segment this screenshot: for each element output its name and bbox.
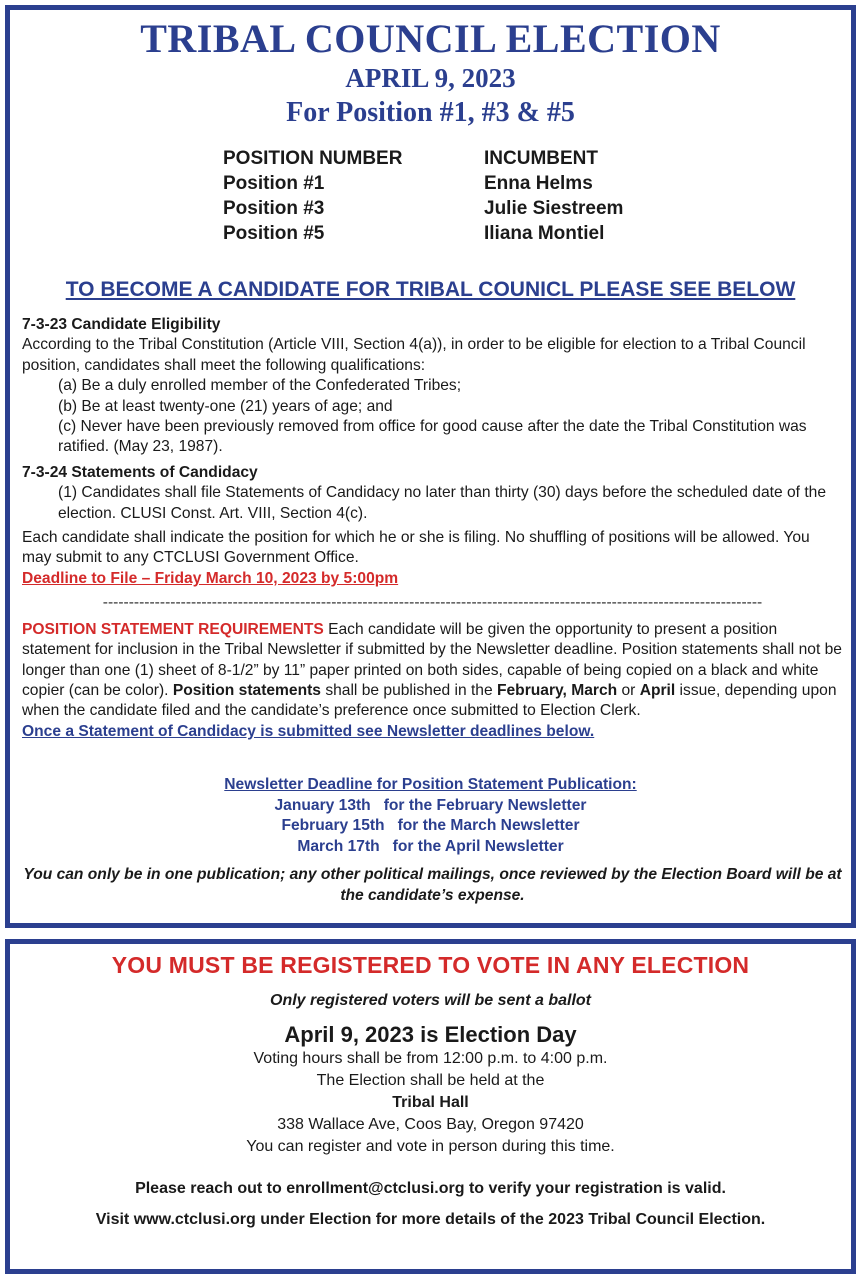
held-at: The Election shall be held at the xyxy=(316,1072,545,1089)
address: 338 Wallace Ave, Coos Bay, Oregon 97420 xyxy=(277,1116,584,1133)
newsletter-line: January 13th for the February Newsletter xyxy=(274,796,587,814)
table-row xyxy=(223,221,623,246)
eligibility-item: (c) Never have been previously removed from office for good cause after the date the Tribal Constitution was ratified. (May 23, 1987). xyxy=(58,418,807,456)
filing-deadline: Deadline to File – Friday March 10, 2023 by 5:00pm xyxy=(22,569,399,587)
table-row xyxy=(223,171,623,196)
position-statement-bold: Position statements xyxy=(172,681,321,699)
publication-note: You can only be in one publication; any other political mailings, once reviewed by the Election Board will be at the candidate’s expense. xyxy=(23,866,842,904)
election-day: April 9, 2023 is Election Day xyxy=(284,1022,577,1047)
statements-heading: 7-3-24 Statements of Candidacy xyxy=(22,463,258,481)
newsletter-heading: Newsletter Deadline for Position Statement Publication: xyxy=(224,776,637,793)
voting-hours: Voting hours shall be from 12:00 p.m. to 4:00 p.m. xyxy=(253,1050,608,1067)
position-statement-text: issue, depending upon when the candidate filed and the candidate’s preference once submitted to Election Clerk. xyxy=(22,681,837,720)
table-header-row xyxy=(223,146,623,171)
statements-note: Each candidate shall indicate the position for which he or she is filing. No shuffling of positions will be allowed. You may submit to any CTCLUSI Government Office. xyxy=(22,529,810,567)
position-statement-text: Each candidate will be given the opportunity to present a position statement for inclusion in the Tribal Newsletter if submitted by the Newsletter deadline. Position statements shall not be longer than one (1) sheet of 8-1/2” by 11” paper printed on both sides, capable of being copied on a black and white copier (can be color). xyxy=(22,620,842,699)
incumbent-cell: Julie Siestreem xyxy=(484,198,624,219)
in-person-note: You can register and vote in person during this time. xyxy=(246,1138,615,1155)
newsletter-deadlines-link: Once a Statement of Candidacy is submitted see Newsletter deadlines below. xyxy=(22,722,595,740)
website-line: Visit www.ctclusi.org under Election for more details of the 2023 Tribal Council Election. xyxy=(95,1211,766,1228)
statements-item: (1) Candidates shall file Statements of Candidacy no later than thirty (30) days before the scheduled date of the election. CLUSI Const. Art. VIII, Section 4(c). xyxy=(58,484,827,522)
position-cell: Position #5 xyxy=(223,223,325,244)
election-notice-panel xyxy=(5,5,856,928)
registration-panel xyxy=(5,939,856,1274)
column-header-position: POSITION NUMBER xyxy=(223,148,403,169)
position-statement-paragraph xyxy=(22,620,843,722)
position-cell: Position #1 xyxy=(223,173,325,194)
position-statement-label: POSITION STATEMENT REQUIREMENTS xyxy=(22,620,324,638)
eligibility-heading: 7-3-23 Candidate Eligibility xyxy=(22,316,221,333)
election-date: APRIL 9, 2023 xyxy=(345,63,516,93)
section-divider: ------------------------------------------------------------------------------------------------------------------------------- xyxy=(102,594,763,612)
eligibility-intro: According to the Tribal Constitution (Article VIII, Section 4(a)), in order to be eligible for election to a Tribal Council position, candidates shall meet the following qualifications: xyxy=(22,336,806,374)
eligibility-section xyxy=(22,315,843,742)
registration-subtitle: Only registered voters will be sent a ballot xyxy=(270,992,591,1009)
positions-table xyxy=(223,146,623,246)
incumbent-cell: Enna Helms xyxy=(484,173,593,194)
position-statement-bold: April xyxy=(639,681,676,699)
candidate-heading: TO BECOME A CANDIDATE FOR TRIBAL COUNICL PLEASE SEE BELOW xyxy=(65,278,796,301)
page-title: TRIBAL COUNCIL ELECTION xyxy=(140,16,721,61)
venue: Tribal Hall xyxy=(392,1094,469,1111)
position-cell: Position #3 xyxy=(223,198,325,219)
position-statement-text: or xyxy=(617,681,640,699)
registration-title: YOU MUST BE REGISTERED TO VOTE IN ANY ELECTION xyxy=(111,952,750,978)
contact-line: Please reach out to enrollment@ctclusi.org to verify your registration is valid. xyxy=(135,1180,726,1197)
eligibility-item: (a) Be a duly enrolled member of the Confederated Tribes; xyxy=(58,377,462,395)
position-statement-text: shall be published in the xyxy=(320,681,497,699)
positions-subtitle: For Position #1, #3 & #5 xyxy=(286,97,575,128)
newsletter-line: March 17th for the April Newsletter xyxy=(297,837,564,855)
newsletter-deadlines xyxy=(10,775,851,857)
newsletter-line: February 15th for the March Newsletter xyxy=(281,817,580,834)
position-statement-bold: February, March xyxy=(496,681,618,699)
table-row xyxy=(223,196,623,221)
eligibility-item: (b) Be at least twenty-one (21) years of age; and xyxy=(58,397,393,415)
incumbent-cell: Iliana Montiel xyxy=(484,223,605,244)
column-header-incumbent: INCUMBENT xyxy=(484,148,598,169)
